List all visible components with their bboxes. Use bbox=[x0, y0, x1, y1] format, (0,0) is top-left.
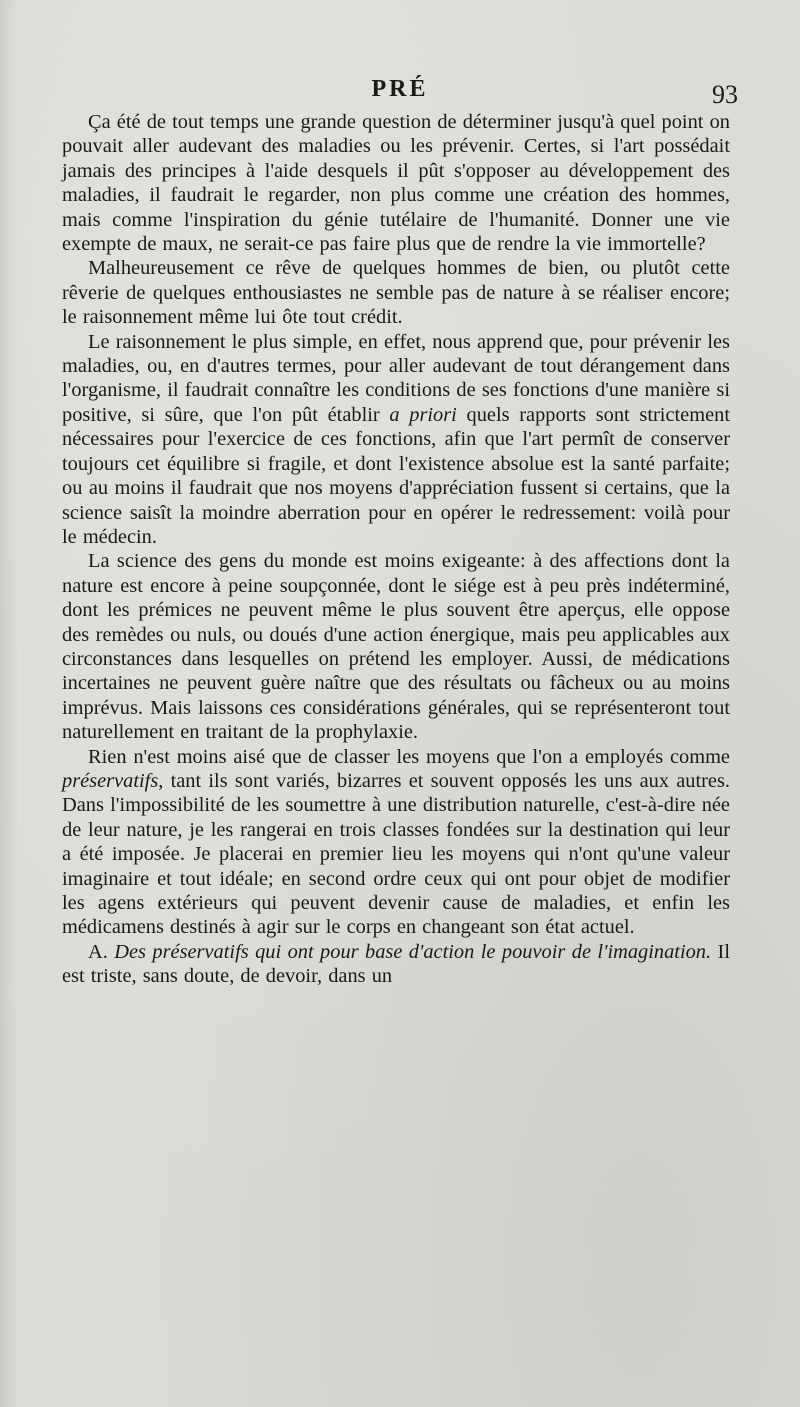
paragraph-2: Malheureusement ce rêve de quelques hommes de bien, ou plutôt cette rêverie de quelques enthousiastes ne semble pas de nature à se réaliser encore; le raisonnement même lui ôte tout crédit. bbox=[62, 257, 730, 329]
paragraph-3 bbox=[62, 330, 730, 550]
running-title: PRÉ bbox=[371, 76, 429, 102]
page-fold-shadow bbox=[0, 0, 18, 1407]
paragraph-5-text-end: , tant ils sont variés, bizarres et souvent opposés les uns aux autres. Dans l'impossibilité de les soumettre à une distribution naturelle, c'est-à-dire née de leur nature, je les rangerai en trois classes fondées sur la destination qui leur a été imposée. Je placerai en premier lieu les moyens qui n'ont qu'une valeur imaginaire et tout idéale; en second ordre ceux qui ont pour objet de modifier les agens extérieurs qui peuvent devenir cause de maladies, et enfin les médicamens destinés à agir sur le corps en changeant son état actuel. bbox=[62, 769, 730, 939]
paragraph-3-text-start: Le raisonnement le plus simple, en effet, nous apprend que, pour prévenir les maladies, ou, en d'autres termes, pour aller audevant de tout dérangement dans l'organisme, il faudrait connaître les conditions de ses fonctions d'une manière si positive, si sûre, que l'on pût établir bbox=[62, 330, 730, 426]
paragraph-6 bbox=[62, 940, 730, 989]
paragraph-6-italic: Des préservatifs qui ont pour base d'action le pouvoir de l'imagination. bbox=[114, 940, 712, 963]
paragraph-4: La science des gens du monde est moins exigeante: à des affections dont la nature est encore à peine soupçonnée, dont le siége est à peu près indéterminé, dont les prémices ne peuvent même le plus souvent être aperçus, elle oppose des remèdes ou nuls, ou doués d'une action énergique, mais peu applicables aux circonstances dans lesquelles on prétend les employer. Aussi, de médications incertaines ne peuvent guère naître que des résultats ou fâcheux ou au moins imprévus. Mais laissons ces considérations générales, qui se représenteront tout naturellement en traitant de la prophylaxie. bbox=[62, 550, 730, 744]
paragraph-3-italic: a priori bbox=[389, 403, 457, 426]
paragraph-5 bbox=[62, 745, 730, 940]
paragraph-6-text-start: A. bbox=[88, 940, 115, 963]
paragraph-5-italic: préservatifs bbox=[62, 769, 159, 792]
paragraph-6-text-end: Il est triste, sans doute, de devoir, dans un bbox=[62, 940, 730, 988]
paragraph-3-text-end: quels rapports sont strictement nécessaires pour l'exercice de ces fonctions, afin que l'art permît de conserver toujours cet équilibre si fragile, et dont l'existence absolue est la santé parfaite; ou au moins il faudrait que nos moyens d'appréciation fussent si certains, que la science saisît la moindre aberration pour en opérer le redressement: voilà pour le médecin. bbox=[62, 403, 730, 548]
running-head bbox=[60, 76, 740, 109]
paragraph-1: Ça été de tout temps une grande question de déterminer jusqu'à quel point on pouvait aller audevant des maladies ou les prévenir. Certes, si l'art possédait jamais des principes à l'aide desquels il pût s'opposer au développement des maladies, il faudrait le regarder, non plus comme une création des hommes, mais comme l'inspiration du génie tutélaire de l'humanité. Donner une vie exempte de maux, ne serait-ce pas faire plus que de rendre la vie immortelle? bbox=[62, 111, 730, 256]
page-number: 93 bbox=[712, 80, 738, 109]
body-text bbox=[62, 110, 730, 989]
paragraph-5-text-start: Rien n'est moins aisé que de classer les moyens que l'on a employés comme bbox=[88, 745, 730, 768]
